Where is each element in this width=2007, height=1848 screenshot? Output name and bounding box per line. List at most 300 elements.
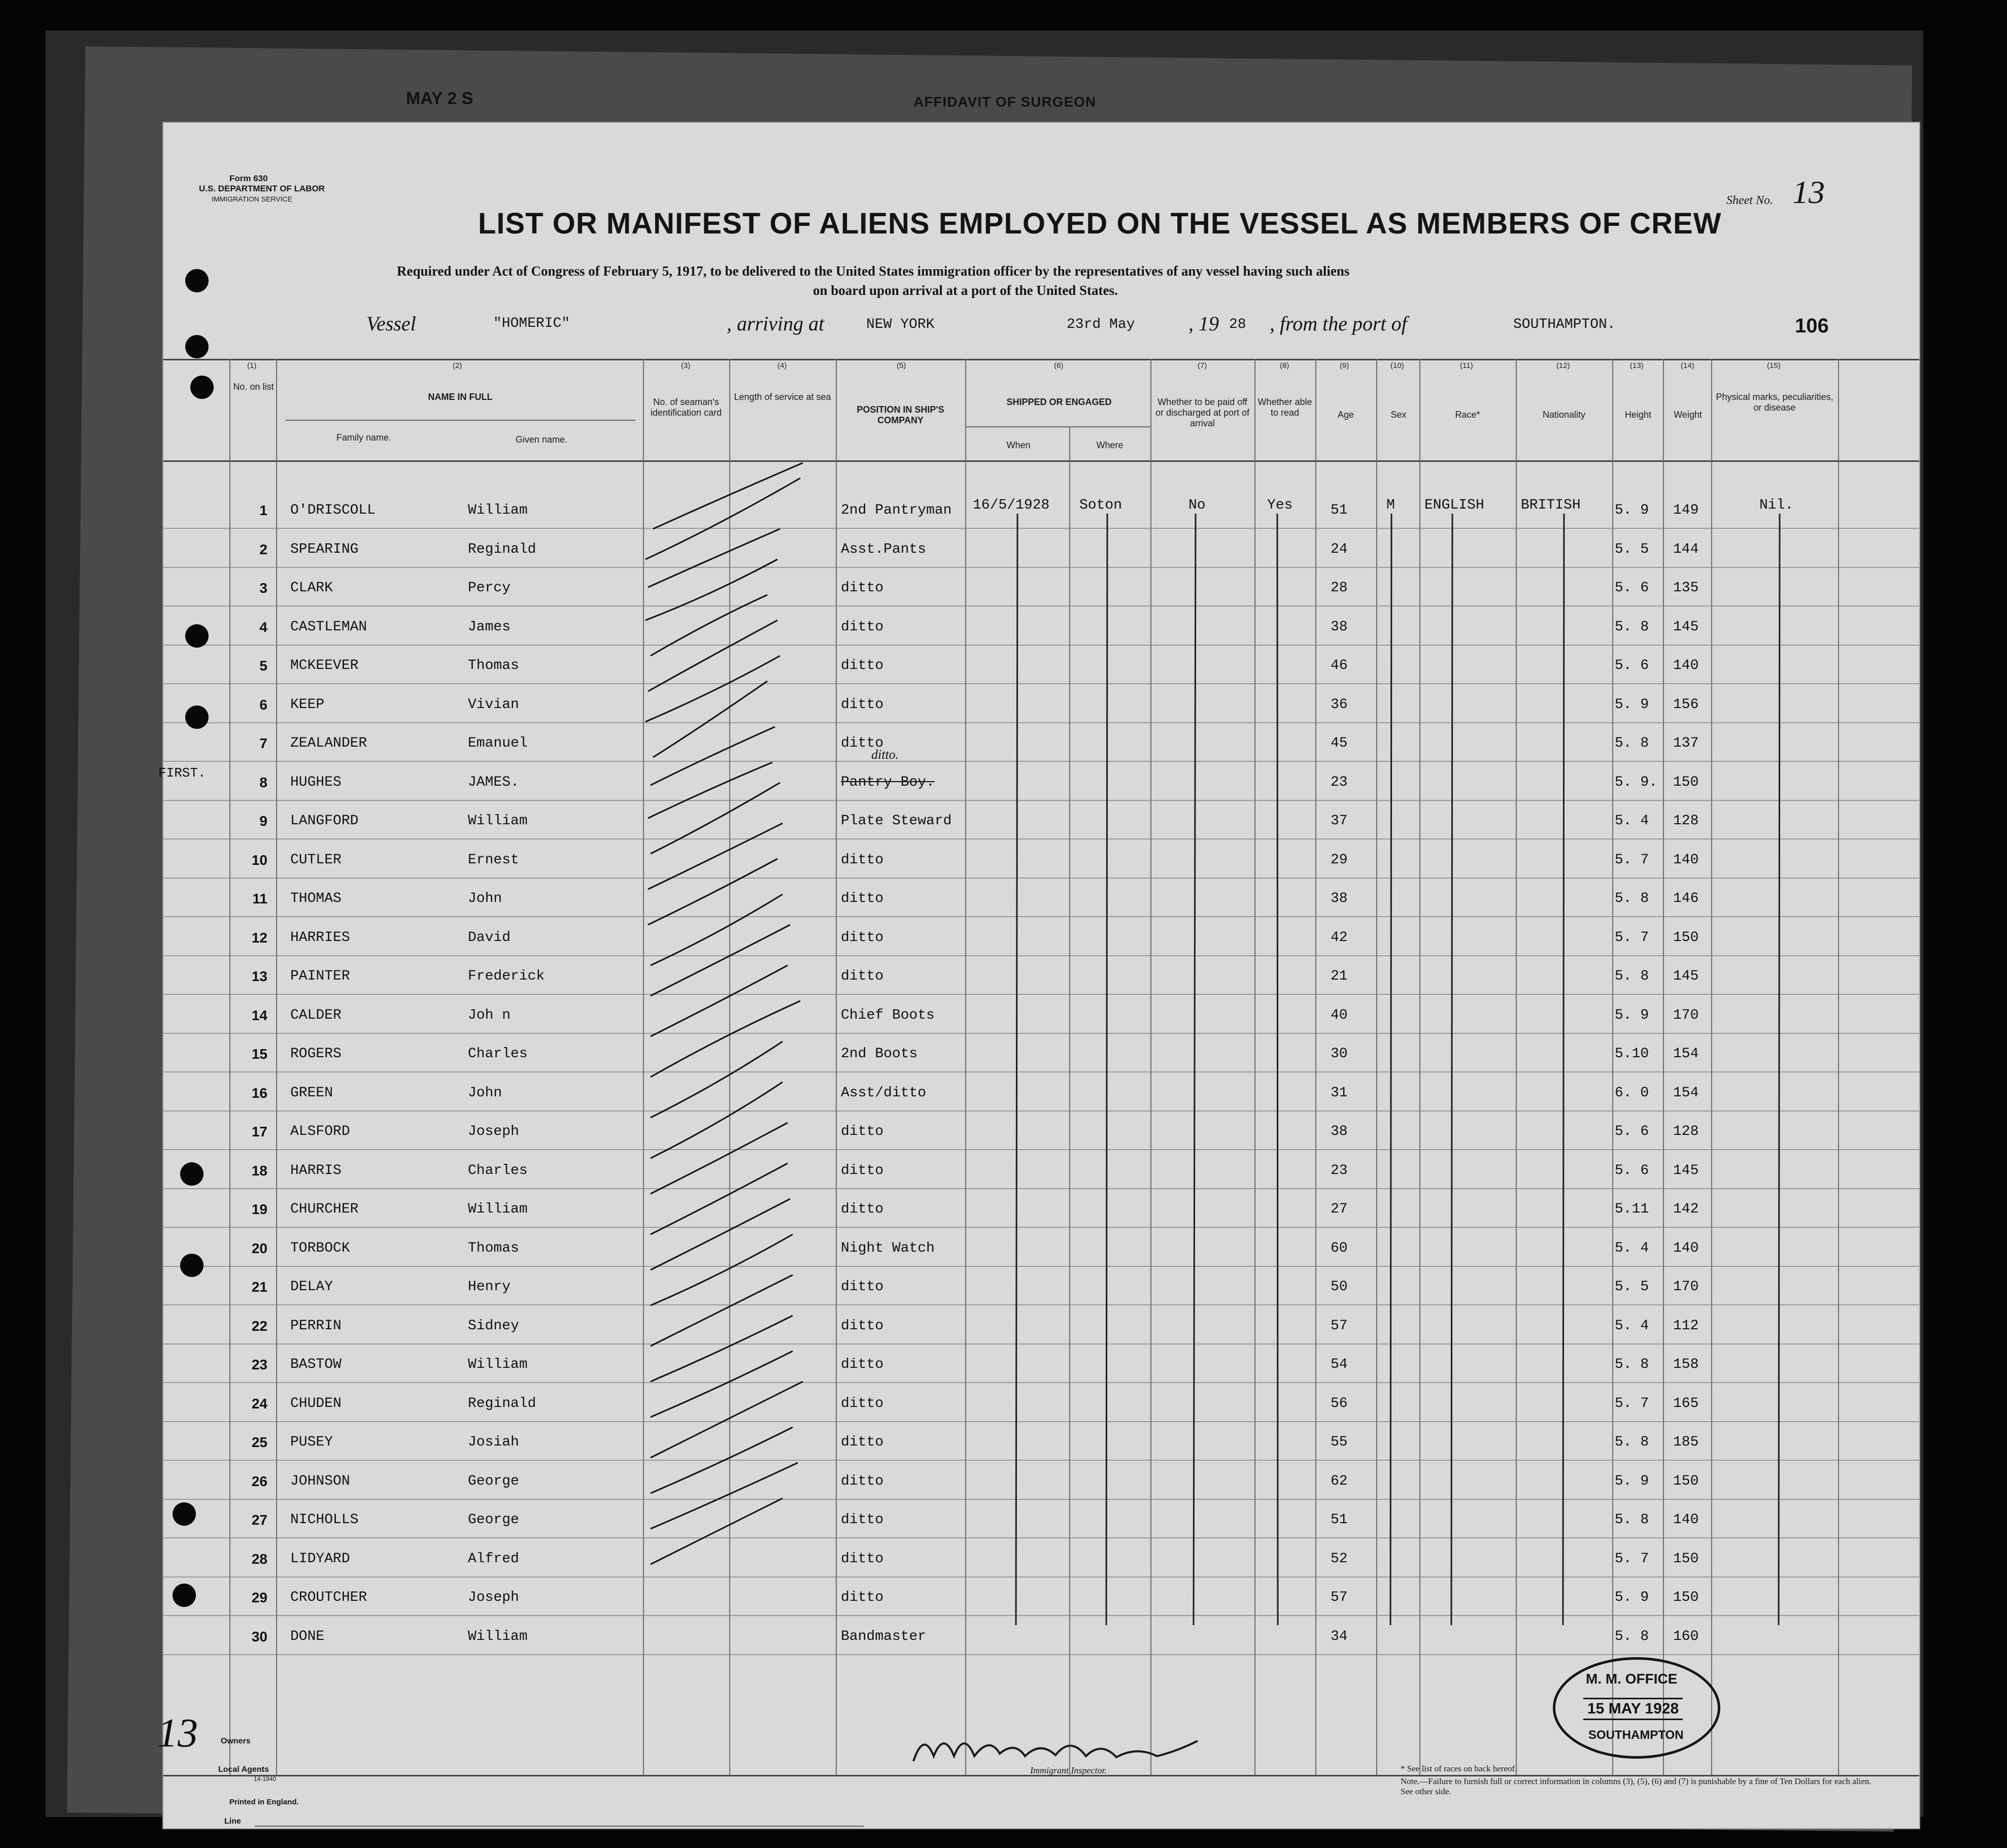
row-family-name: CHUDEN <box>290 1396 342 1412</box>
col-number: (5) <box>897 361 906 370</box>
row-given-name: John <box>468 1085 502 1101</box>
row-number: 26 <box>251 1473 267 1489</box>
row-given-name: Vivian <box>468 697 519 713</box>
row-given-name: Reginald <box>468 542 536 557</box>
row-given-name: Charles <box>468 1046 528 1062</box>
row-age: 57 <box>1331 1590 1348 1605</box>
row-number: 27 <box>251 1512 267 1528</box>
row-number: 28 <box>251 1551 267 1567</box>
row-weight: 128 <box>1673 813 1699 829</box>
row-position: Night Watch <box>841 1240 935 1256</box>
row1-sex: M <box>1386 497 1395 513</box>
row-height: 5. 4 <box>1615 813 1649 829</box>
row-number: 13 <box>251 968 267 984</box>
row-weight: 142 <box>1673 1201 1699 1217</box>
row-number: 10 <box>251 852 267 868</box>
row1-race: ENGLISH <box>1424 497 1484 513</box>
row-height: 5. 6 <box>1615 658 1649 674</box>
subtitle-line1: Required under Act of Congress of February 5, 1917, to be delivered to the United States immigration officer by the representatives of any vessel having such aliens <box>397 263 1350 279</box>
row-height: 5. 6 <box>1615 580 1649 596</box>
row-age: 57 <box>1331 1318 1348 1334</box>
header-nationality: Nationality <box>1542 410 1586 420</box>
row-position: ditto <box>841 1124 884 1139</box>
row-position: 2nd Pantryman <box>841 502 952 518</box>
row-position: Asst/ditto <box>841 1085 927 1101</box>
row-age: 31 <box>1331 1085 1348 1101</box>
col-number: (4) <box>777 361 787 370</box>
row-position: ditto <box>841 1318 884 1334</box>
row-age: 40 <box>1331 1007 1348 1023</box>
row-number: 25 <box>251 1434 267 1450</box>
row-number: 9 <box>259 813 267 829</box>
row-height: 6. 0 <box>1615 1085 1649 1101</box>
header-id-card: No. of seaman's identification card <box>650 397 722 418</box>
col-number: (9) <box>1340 361 1349 370</box>
row-height: 5. 7 <box>1615 852 1649 868</box>
row-age: 51 <box>1331 502 1348 518</box>
row-position: Bandmaster <box>841 1629 927 1644</box>
row-position: ditto <box>841 1551 884 1567</box>
row-weight: 150 <box>1673 1590 1699 1605</box>
row-number: 6 <box>259 697 267 713</box>
row-number: 17 <box>251 1124 267 1139</box>
vessel-name: "HOMERIC" <box>493 316 570 331</box>
row-number: 2 <box>259 542 267 557</box>
row-family-name: CASTLEMAN <box>290 619 367 635</box>
row-given-name: John <box>468 891 502 906</box>
row-weight: 160 <box>1673 1629 1699 1644</box>
ditto-marks <box>163 123 1919 1828</box>
row-height: 5. 9 <box>1615 1007 1649 1023</box>
row-age: 38 <box>1331 1124 1348 1139</box>
row-weight: 144 <box>1673 542 1699 557</box>
row-given-name: Alfred <box>468 1551 519 1567</box>
header-shipped: SHIPPED OR ENGAGED <box>1006 397 1112 407</box>
sheet-number: 13 <box>1792 174 1825 210</box>
row-weight: 185 <box>1673 1434 1699 1450</box>
row-given-name: William <box>468 502 528 518</box>
row-given-name: George <box>468 1473 519 1489</box>
races-note: * See list of races on back hereof. <box>1401 1764 1517 1773</box>
from-label: , from the port of <box>1270 312 1407 335</box>
stamp-date: 15 MAY 1928 <box>1583 1698 1683 1720</box>
punch-hole <box>180 1162 203 1186</box>
manifest-title: LIST OR MANIFEST OF ALIENS EMPLOYED ON THE VESSEL AS MEMBERS OF CREW <box>478 207 1722 240</box>
row-weight: 140 <box>1673 852 1699 868</box>
row-given-name: Percy <box>468 580 511 596</box>
header-given-name: Given name. <box>515 434 568 445</box>
row-given-name: James <box>468 619 511 635</box>
row-position: Asst.Pants <box>841 542 927 557</box>
header-height: Height <box>1624 410 1652 420</box>
row-number: 8 <box>259 775 267 790</box>
row-number: 23 <box>251 1357 267 1372</box>
row-given-name: William <box>468 813 528 829</box>
row-age: 24 <box>1331 542 1348 557</box>
row-given-name: William <box>468 1201 528 1217</box>
line-rule <box>255 1826 864 1827</box>
row-age: 38 <box>1331 891 1348 906</box>
row-position: ditto <box>841 968 884 984</box>
row-family-name: CROUTCHER <box>290 1590 367 1605</box>
row-position: ditto <box>841 930 884 946</box>
row-weight: 140 <box>1673 1512 1699 1528</box>
row1-when: 16/5/1928 <box>973 497 1050 513</box>
row-given-name: Frederick <box>468 968 545 984</box>
row-position: ditto <box>841 1434 884 1450</box>
row-given-name: Joh n <box>468 1007 511 1023</box>
row-position: ditto <box>841 1396 884 1412</box>
row-given-name: Charles <box>468 1163 528 1179</box>
row-given-name: Thomas <box>468 1240 519 1256</box>
row-number: 14 <box>251 1007 267 1023</box>
row-position: Pantry Boy. <box>841 775 935 790</box>
row-number: 11 <box>252 891 267 906</box>
row-family-name: CHURCHER <box>290 1201 359 1217</box>
row-weight: 112 <box>1673 1318 1699 1334</box>
row-number: 29 <box>251 1590 267 1605</box>
row-family-name: HARRIS <box>290 1163 342 1179</box>
service: IMMIGRATION SERVICE <box>212 195 292 203</box>
row-number: 20 <box>251 1240 267 1256</box>
row-weight: 170 <box>1673 1279 1699 1295</box>
row-height: 5.10 <box>1615 1046 1649 1062</box>
row-given-name: Joseph <box>468 1590 519 1605</box>
row-family-name: THOMAS <box>290 891 342 906</box>
row-number: 12 <box>251 930 267 946</box>
punch-hole <box>173 1584 196 1607</box>
row-weight: 145 <box>1673 968 1699 984</box>
row-family-name: PERRIN <box>290 1318 342 1334</box>
header-family-name: Family name. <box>336 432 392 443</box>
row-weight: 156 <box>1673 697 1699 713</box>
row-family-name: JOHNSON <box>290 1473 350 1489</box>
row-weight: 170 <box>1673 1007 1699 1023</box>
row1-nationality: BRITISH <box>1521 497 1581 513</box>
row-age: 37 <box>1331 813 1348 829</box>
row-age: 42 <box>1331 930 1348 946</box>
row-given-name: Josiah <box>468 1434 519 1450</box>
row-height: 5. 7 <box>1615 1551 1649 1567</box>
header-able-to-read: Whether able to read <box>1257 397 1312 418</box>
col-number: (3) <box>681 361 691 370</box>
header-paid-off: Whether to be paid off or discharged at port of arrival <box>1155 397 1250 428</box>
row-family-name: PAINTER <box>290 968 350 984</box>
row-family-name: GREEN <box>290 1085 333 1101</box>
row-family-name: LIDYARD <box>290 1551 350 1567</box>
subtitle-line2: on board upon arrival at a port of the United States. <box>813 283 1118 298</box>
row-weight: 154 <box>1673 1046 1699 1062</box>
arriving-port: NEW YORK <box>866 317 935 332</box>
row8-correction: ditto. <box>871 747 899 762</box>
header-age: Age <box>1337 410 1354 420</box>
row-position: Plate Steward <box>841 813 952 829</box>
row-family-name: TORBOCK <box>290 1240 350 1256</box>
arriving-label: , arriving at <box>727 312 825 335</box>
back-header: AFFIDAVIT OF SURGEON <box>913 94 1097 110</box>
row-weight: 150 <box>1673 1551 1699 1567</box>
row-family-name: HARRIES <box>290 930 350 946</box>
row1-read: Yes <box>1267 497 1293 513</box>
row-family-name: HUGHES <box>290 775 342 790</box>
year-prefix: , 19 <box>1188 312 1219 335</box>
row-number: 18 <box>251 1163 267 1179</box>
row-age: 52 <box>1331 1551 1348 1567</box>
row-height: 5. 5 <box>1615 1279 1649 1295</box>
row-number: 4 <box>259 619 267 635</box>
row-weight: 140 <box>1673 1240 1699 1256</box>
row-position: ditto <box>841 1163 884 1179</box>
punch-hole <box>185 269 209 292</box>
header-length-service: Length of service at sea <box>734 392 831 402</box>
row-weight: 137 <box>1673 735 1699 751</box>
row-family-name: DELAY <box>290 1279 333 1295</box>
office-stamp <box>1553 1657 1720 1759</box>
row-height: 5. 4 <box>1615 1318 1649 1334</box>
row-family-name: DONE <box>290 1629 325 1644</box>
row-family-name: PUSEY <box>290 1434 333 1450</box>
row-given-name: Henry <box>468 1279 511 1295</box>
row-number: 7 <box>259 735 267 751</box>
col-number: (13) <box>1630 361 1644 370</box>
row-age: 54 <box>1331 1357 1348 1372</box>
stamp-bottom: SOUTHAMPTON <box>1588 1728 1684 1742</box>
row-height: 5. 7 <box>1615 1396 1649 1412</box>
agents-code: 14-1940 <box>254 1775 277 1783</box>
row-height: 5. 9 <box>1615 697 1649 713</box>
row-age: 46 <box>1331 658 1348 674</box>
row-age: 23 <box>1331 1163 1348 1179</box>
row-family-name: KEEP <box>290 697 325 713</box>
row-weight: 146 <box>1673 891 1699 906</box>
col-number: (7) <box>1198 361 1207 370</box>
row-age: 55 <box>1331 1434 1348 1450</box>
row-weight: 149 <box>1673 502 1699 518</box>
row-height: 5. 5 <box>1615 542 1649 557</box>
row-given-name: Emanuel <box>468 735 528 751</box>
row-weight: 140 <box>1673 658 1699 674</box>
row-weight: 145 <box>1673 1163 1699 1179</box>
col-number: (2) <box>453 361 462 370</box>
row-number: 24 <box>251 1396 267 1412</box>
punch-hole <box>173 1502 196 1526</box>
row-family-name: CALDER <box>290 1007 342 1023</box>
row-height: 5. 8 <box>1615 1357 1649 1372</box>
row-age: 30 <box>1331 1046 1348 1062</box>
row-given-name: Reginald <box>468 1396 536 1412</box>
row-height: 5. 8 <box>1615 1434 1649 1450</box>
row-family-name: ROGERS <box>290 1046 342 1062</box>
fine-note: Note.—Failure to furnish full or correct information in columns (3), (5), (6) and (7) is punishable by a fine of Ten Dollars for each alien. See other side. <box>1401 1776 1872 1796</box>
header-position: POSITION IN SHIP'S COMPANY <box>857 405 944 425</box>
punch-hole <box>185 624 209 648</box>
row-position: ditto <box>841 1279 884 1295</box>
page-number: 106 <box>1795 315 1829 337</box>
row-family-name: O'DRISCOLL <box>290 502 376 518</box>
row-number: 22 <box>251 1318 267 1334</box>
header-physical-marks: Physical marks, peculiarities, or disease <box>1716 392 1833 413</box>
manifest-sheet <box>158 122 1920 1829</box>
row-family-name: NICHOLLS <box>290 1512 359 1528</box>
row-height: 5. 9. <box>1615 775 1658 790</box>
row-family-name: MCKEEVER <box>290 658 359 674</box>
row1-marks: Nil. <box>1759 497 1794 513</box>
row-number: 30 <box>251 1629 267 1644</box>
row-given-name: Sidney <box>468 1318 519 1334</box>
inspector-label: Immigrant Inspector. <box>1030 1765 1107 1775</box>
row-position: ditto <box>841 1512 884 1528</box>
col-number: (11) <box>1460 361 1473 370</box>
row-age: 34 <box>1331 1629 1348 1644</box>
row-position: ditto <box>841 735 884 751</box>
row-weight: 128 <box>1673 1124 1699 1139</box>
header-weight: Weight <box>1674 410 1702 420</box>
col-number: (1) <box>247 361 257 370</box>
row-number: 19 <box>251 1201 267 1217</box>
row-weight: 135 <box>1673 580 1699 596</box>
row-given-name: JAMES. <box>468 775 519 790</box>
punch-hole <box>180 1254 203 1277</box>
row-height: 5. 8 <box>1615 1629 1649 1644</box>
row-age: 50 <box>1331 1279 1348 1295</box>
row-weight: 150 <box>1673 775 1699 790</box>
row-age: 23 <box>1331 775 1348 790</box>
header-where: Where <box>1096 440 1124 450</box>
row-position: ditto <box>841 697 884 713</box>
row-number: 3 <box>259 580 267 596</box>
row-position: ditto <box>841 580 884 596</box>
from-port: SOUTHAMPTON. <box>1513 317 1616 332</box>
row-family-name: CLARK <box>290 580 333 596</box>
header-when: When <box>1006 440 1031 450</box>
row-weight: 165 <box>1673 1396 1699 1412</box>
row-number: 15 <box>251 1046 267 1062</box>
row-position: 2nd Boots <box>841 1046 918 1062</box>
row-height: 5. 7 <box>1615 930 1649 946</box>
row-family-name: SPEARING <box>290 542 359 557</box>
row-family-name: ZEALANDER <box>290 735 367 751</box>
row-height: 5. 8 <box>1615 891 1649 906</box>
col-number: (8) <box>1280 361 1289 370</box>
row-given-name: Ernest <box>468 852 519 868</box>
row-height: 5. 9 <box>1615 1473 1649 1489</box>
row-family-name: ALSFORD <box>290 1124 350 1139</box>
row-family-name: CUTLER <box>290 852 342 868</box>
col-number: (15) <box>1767 361 1781 370</box>
col-number: (6) <box>1054 361 1064 370</box>
row-number: 16 <box>251 1085 267 1101</box>
row-age: 45 <box>1331 735 1348 751</box>
department: U.S. DEPARTMENT OF LABOR <box>199 184 325 193</box>
row-weight: 154 <box>1673 1085 1699 1101</box>
row-given-name: George <box>468 1512 519 1528</box>
row-height: 5. 8 <box>1615 1512 1649 1528</box>
row-number: 1 <box>259 502 267 518</box>
row-weight: 145 <box>1673 619 1699 635</box>
owners-label: Owners <box>221 1737 251 1745</box>
row-age: 21 <box>1331 968 1348 984</box>
punch-hole <box>190 376 214 399</box>
header-name-in-full: NAME IN FULL <box>428 392 493 402</box>
row-height: 5. 9 <box>1615 1590 1649 1605</box>
line-label: Line <box>224 1817 241 1826</box>
row-position: ditto <box>841 852 884 868</box>
local-agents-label: Local Agents <box>218 1765 269 1774</box>
row-family-name: BASTOW <box>290 1357 342 1372</box>
row-number: 5 <box>259 658 267 674</box>
row-height: 5. 6 <box>1615 1124 1649 1139</box>
row-age: 51 <box>1331 1512 1348 1528</box>
row-position: ditto <box>841 619 884 635</box>
row-age: 60 <box>1331 1240 1348 1256</box>
row-position: Chief Boots <box>841 1007 935 1023</box>
row-height: 5. 8 <box>1615 968 1649 984</box>
punch-hole <box>185 705 209 729</box>
row-height: 5. 9 <box>1615 502 1649 518</box>
punch-hole <box>185 335 209 358</box>
back-stamp: MAY 2 S <box>406 89 473 108</box>
row-height: 5. 6 <box>1615 1163 1649 1179</box>
sheet-label: Sheet No. <box>1726 194 1773 207</box>
row-given-name: Thomas <box>468 658 519 674</box>
row-given-name: David <box>468 930 511 946</box>
row-age: 56 <box>1331 1396 1348 1412</box>
row-given-name: William <box>468 1357 528 1372</box>
row-position: ditto <box>841 1201 884 1217</box>
row-height: 5. 8 <box>1615 619 1649 635</box>
id-card-scribbles <box>645 463 803 1564</box>
arrival-date: 23rd May <box>1067 317 1135 332</box>
col-number: (10) <box>1390 361 1404 370</box>
stamp-top: M. M. OFFICE <box>1586 1671 1678 1687</box>
row-age: 28 <box>1331 580 1348 596</box>
margin-note: FIRST. <box>158 765 206 781</box>
row-age: 38 <box>1331 619 1348 635</box>
row-position: ditto <box>841 891 884 906</box>
row-number: 21 <box>251 1279 267 1295</box>
row-position: ditto <box>841 1357 884 1372</box>
row1-where: Soton <box>1079 497 1122 513</box>
row-age: 27 <box>1331 1201 1348 1217</box>
row-height: 5. 8 <box>1615 735 1649 751</box>
vessel-label: Vessel <box>366 312 416 335</box>
header-race: Race* <box>1455 410 1480 420</box>
row-age: 62 <box>1331 1473 1348 1489</box>
row-height: 5.11 <box>1615 1201 1649 1217</box>
arrival-year: 28 <box>1229 317 1246 332</box>
form-number: Form 630 <box>229 174 268 183</box>
row-height: 5. 4 <box>1615 1240 1649 1256</box>
header-no-on-list: No. on list <box>233 382 274 392</box>
row1-paid-off: No <box>1188 497 1206 513</box>
row-age: 29 <box>1331 852 1348 868</box>
row-given-name: William <box>468 1629 528 1644</box>
row-weight: 150 <box>1673 930 1699 946</box>
row-weight: 158 <box>1673 1357 1699 1372</box>
row-age: 36 <box>1331 697 1348 713</box>
col-number: (12) <box>1556 361 1570 370</box>
handwritten-number: 13 <box>157 1711 198 1756</box>
col-number: (14) <box>1681 361 1694 370</box>
row-position: ditto <box>841 1590 884 1605</box>
row-position: ditto <box>841 658 884 674</box>
row-weight: 150 <box>1673 1473 1699 1489</box>
row-position: ditto <box>841 1473 884 1489</box>
header-sex: Sex <box>1390 410 1407 420</box>
row-family-name: LANGFORD <box>290 813 359 829</box>
printed-note: Printed in England. <box>229 1798 299 1806</box>
row-given-name: Joseph <box>468 1124 519 1139</box>
